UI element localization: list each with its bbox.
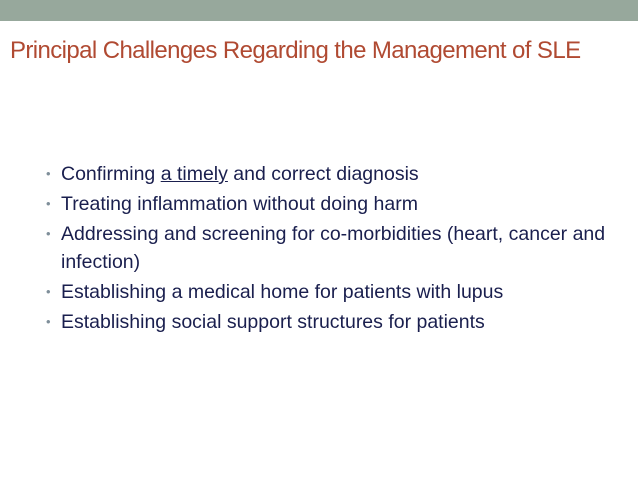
bullet-icon: •: [46, 226, 51, 241]
bullet-icon: •: [46, 196, 51, 211]
bullet-text: Treating inflammation without doing harm: [61, 193, 418, 215]
bullet-item: [46, 160, 616, 188]
bullet-item: [46, 220, 616, 276]
bullet-text-start: Confirming: [61, 163, 161, 185]
bullet-item: [46, 278, 616, 306]
bullet-list: [46, 160, 616, 338]
bullet-text: Establishing social support structures for patients: [61, 311, 485, 333]
bullet-icon: •: [46, 314, 51, 329]
header-band: [0, 0, 638, 21]
bullet-text-end: and correct diagnosis: [227, 163, 419, 185]
bullet-text: Addressing and screening for co-morbidities (heart, cancer and infection): [61, 223, 606, 273]
bullet-icon: •: [46, 166, 51, 181]
slide-title: Principal Challenges Regarding the Management of SLE: [10, 37, 581, 64]
bullet-icon: •: [46, 284, 51, 299]
bullet-item: [46, 190, 616, 218]
underlined-text: a timely: [160, 163, 228, 185]
bullet-item: [46, 308, 616, 336]
bullet-text: Establishing a medical home for patients with lupus: [61, 281, 504, 303]
